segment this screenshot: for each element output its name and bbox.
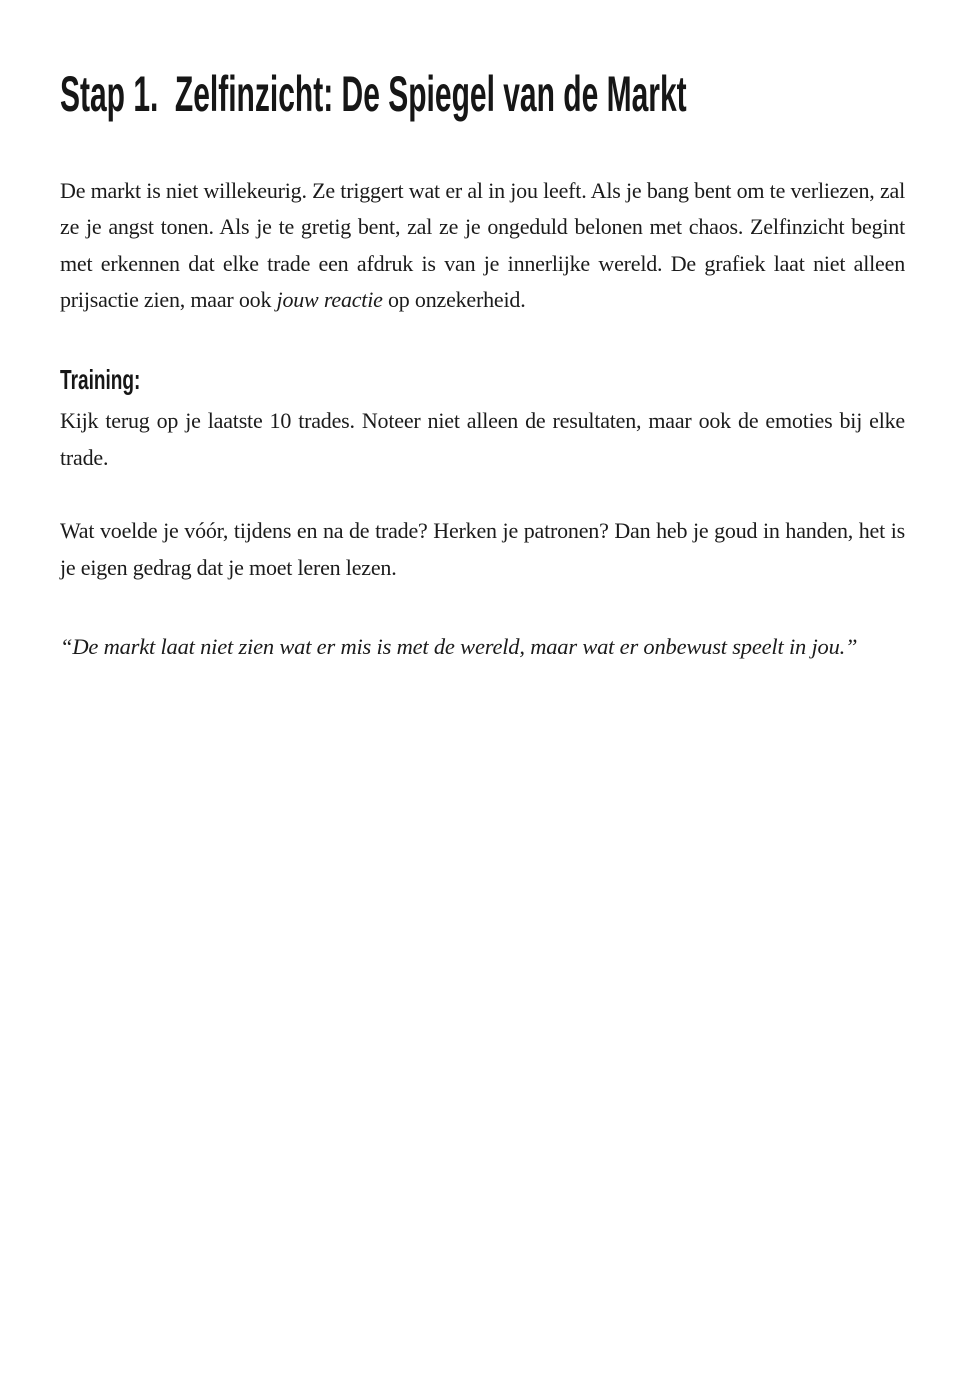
page-title-text: Zelfinzicht: De Spiegel van de Markt: [174, 66, 687, 122]
training-heading: [60, 365, 635, 396]
intro-text-before-italic: De markt is niet willekeurig. Ze triggert wat er al in jou leeft. Als je bang bent om te verliezen, zal ze je angst tonen. Als je te gretig bent, zal ze je ongeduld belonen met chaos. Zelfinzicht begint met erkennen dat elke trade een afdruk is van je innerlijke wereld. De grafiek laat niet alleen prijsactie zien, maar ook: [60, 177, 905, 312]
intro-italic-phrase: jouw reactie: [276, 287, 383, 312]
page-title-step-number: Stap 1.: [60, 66, 159, 122]
training-paragraph-1: Kijk terug op je laatste 10 trades. Noteer niet alleen de resultaten, maar ook de emoties bij elke trade.: [60, 408, 905, 470]
intro-paragraph: [60, 173, 905, 319]
training-heading-label: Training:: [60, 363, 141, 395]
page-title: [60, 66, 687, 122]
training-paragraph-2: Wat voelde je vóór, tijdens en na de trade? Herken je patronen? Dan heb je goud in handen, het is je eigen gedrag dat je moet leren lezen.: [60, 518, 905, 580]
intro-text-after-italic: op onzekerheid.: [382, 287, 526, 312]
quote-paragraph: “De markt laat niet zien wat er mis is met de wereld, maar wat er onbewust speelt in jou.”: [60, 634, 858, 660]
